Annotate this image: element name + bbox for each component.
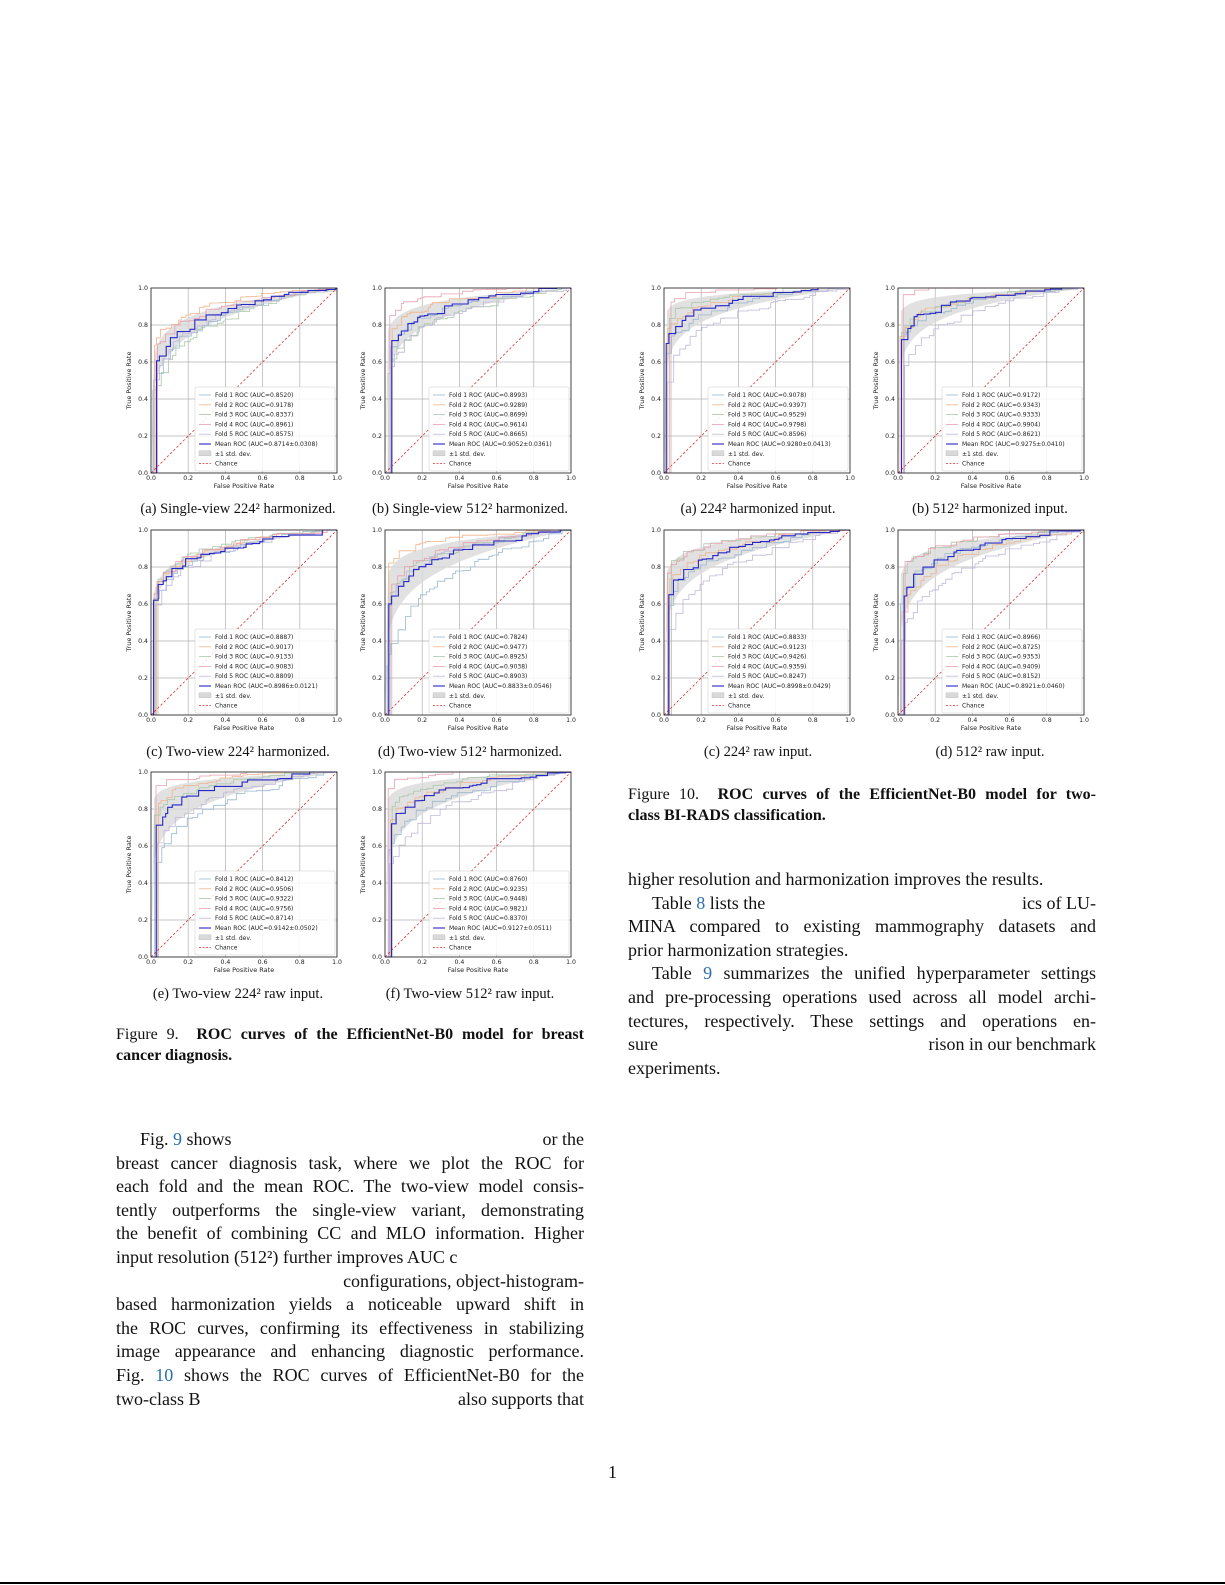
fig9-subcaption-d: (d) Two-view 512² harmonized. [377, 744, 563, 760]
fig9-ref-link[interactable]: 9 [173, 1129, 183, 1149]
svg-text:Chance: Chance [449, 702, 472, 710]
svg-text:1.0: 1.0 [138, 527, 148, 534]
svg-text:False Positive Rate: False Positive Rate [447, 482, 509, 490]
page-number: 1 [608, 1462, 617, 1482]
roc-chart [118, 282, 348, 507]
fig9-label: Figure 9. [116, 1026, 179, 1043]
svg-text:Fold 3 ROC (AUC=0.9529): Fold 3 ROC (AUC=0.9529) [728, 411, 807, 419]
svg-text:Chance: Chance [728, 460, 751, 468]
svg-text:0.2: 0.2 [183, 959, 194, 966]
svg-text:0.6: 0.6 [138, 843, 148, 850]
svg-text:Mean ROC (AUC=0.9275±0.0410): Mean ROC (AUC=0.9275±0.0410) [962, 441, 1065, 448]
svg-text:0.2: 0.2 [651, 675, 661, 682]
right-line-3: MINA compared to existing mammography datasets and [628, 916, 1096, 937]
svg-text:0.8: 0.8 [294, 717, 305, 724]
roc-chart [118, 524, 348, 749]
left-line-2: breast cancer diagnosis task, where we plot the ROC for [116, 1152, 584, 1173]
svg-text:Fold 5 ROC (AUC=0.8903): Fold 5 ROC (AUC=0.8903) [449, 673, 528, 681]
svg-text:0.2: 0.2 [885, 675, 895, 682]
svg-text:0.4: 0.4 [372, 880, 382, 887]
svg-text:Mean ROC (AUC=0.8833±0.0546): Mean ROC (AUC=0.8833±0.0546) [449, 683, 552, 690]
roc-chart [352, 524, 582, 749]
svg-text:0.6: 0.6 [257, 959, 268, 966]
svg-text:1.0: 1.0 [566, 475, 576, 482]
svg-text:Fold 4 ROC (AUC=0.9904): Fold 4 ROC (AUC=0.9904) [962, 421, 1041, 429]
svg-text:Fold 1 ROC (AUC=0.7824): Fold 1 ROC (AUC=0.7824) [449, 634, 528, 641]
svg-text:Fold 2 ROC (AUC=0.9123): Fold 2 ROC (AUC=0.9123) [728, 643, 807, 651]
svg-text:0.6: 0.6 [885, 601, 895, 608]
svg-text:0.0: 0.0 [138, 712, 148, 719]
svg-text:±1 std. dev.: ±1 std. dev. [215, 934, 252, 942]
left-line-12-pre: two-class B [116, 1388, 201, 1409]
svg-text:0.8: 0.8 [138, 564, 148, 571]
svg-text:1.0: 1.0 [651, 285, 661, 292]
svg-text:Fold 3 ROC (AUC=0.9448): Fold 3 ROC (AUC=0.9448) [449, 895, 528, 903]
right-line-6: and pre-processing operations used across all model archi- [628, 986, 1096, 1007]
svg-text:Mean ROC (AUC=0.8998±0.0429): Mean ROC (AUC=0.8998±0.0429) [728, 683, 831, 690]
svg-text:0.8: 0.8 [528, 475, 539, 482]
svg-text:1.0: 1.0 [1079, 717, 1089, 724]
svg-text:0.0: 0.0 [885, 712, 895, 719]
svg-text:0.2: 0.2 [930, 717, 941, 724]
svg-text:0.8: 0.8 [294, 959, 305, 966]
svg-text:±1 std. dev.: ±1 std. dev. [449, 692, 486, 700]
svg-text:±1 std. dev.: ±1 std. dev. [962, 450, 999, 458]
svg-text:Chance: Chance [962, 460, 985, 468]
roc-chart [352, 282, 582, 507]
svg-text:0.8: 0.8 [372, 806, 382, 813]
svg-text:Fold 4 ROC (AUC=0.8961): Fold 4 ROC (AUC=0.8961) [215, 421, 294, 429]
svg-text:0.2: 0.2 [651, 433, 661, 440]
svg-text:1.0: 1.0 [885, 527, 895, 534]
svg-text:True Positive Rate: True Positive Rate [359, 593, 367, 652]
svg-text:1.0: 1.0 [845, 717, 855, 724]
svg-text:Fold 3 ROC (AUC=0.8699): Fold 3 ROC (AUC=0.8699) [449, 411, 528, 419]
svg-text:1.0: 1.0 [138, 769, 148, 776]
fig10-ref-post: shows the ROC curves of EfficientNet-B0 for the [173, 1364, 584, 1385]
svg-text:True Positive Rate: True Positive Rate [125, 835, 133, 894]
svg-text:0.0: 0.0 [146, 959, 156, 966]
svg-text:±1 std. dev.: ±1 std. dev. [449, 450, 486, 458]
svg-text:±1 std. dev.: ±1 std. dev. [215, 450, 252, 458]
svg-text:±1 std. dev.: ±1 std. dev. [728, 450, 765, 458]
svg-text:0.0: 0.0 [372, 954, 382, 961]
svg-text:Fold 3 ROC (AUC=0.9322): Fold 3 ROC (AUC=0.9322) [215, 895, 294, 903]
roc-chart [865, 524, 1095, 749]
right-line-8-pre: sure [628, 1034, 658, 1055]
fig9-caption [116, 1024, 584, 1066]
left-line-12-tail: also supports that [458, 1388, 584, 1409]
svg-text:Fold 4 ROC (AUC=0.9614): Fold 4 ROC (AUC=0.9614) [449, 421, 528, 429]
svg-text:Fold 2 ROC (AUC=0.9017): Fold 2 ROC (AUC=0.9017) [215, 643, 294, 651]
fig10-title-line1: ROC curves of the EfficientNet-B0 model for two- [717, 786, 1096, 803]
svg-text:Chance: Chance [962, 702, 985, 710]
svg-text:Fold 2 ROC (AUC=0.9397): Fold 2 ROC (AUC=0.9397) [728, 401, 807, 409]
table8-post: lists the [705, 892, 766, 913]
svg-text:0.2: 0.2 [183, 717, 194, 724]
right-line-1: higher resolution and harmonization improves the results. [628, 869, 1044, 889]
svg-text:0.6: 0.6 [138, 601, 148, 608]
svg-text:0.6: 0.6 [885, 359, 895, 366]
svg-text:Fold 4 ROC (AUC=0.9359): Fold 4 ROC (AUC=0.9359) [728, 663, 807, 671]
svg-text:0.2: 0.2 [417, 475, 428, 482]
svg-text:False Positive Rate: False Positive Rate [726, 724, 788, 732]
svg-text:0.2: 0.2 [417, 717, 428, 724]
svg-text:0.6: 0.6 [257, 475, 268, 482]
svg-text:0.0: 0.0 [893, 717, 903, 724]
svg-text:0.6: 0.6 [491, 959, 502, 966]
svg-text:Fold 4 ROC (AUC=0.9756): Fold 4 ROC (AUC=0.9756) [215, 905, 294, 913]
svg-text:0.4: 0.4 [220, 717, 231, 724]
svg-text:Chance: Chance [449, 944, 472, 952]
svg-text:Fold 2 ROC (AUC=0.9289): Fold 2 ROC (AUC=0.9289) [449, 401, 528, 409]
svg-text:Fold 5 ROC (AUC=0.8809): Fold 5 ROC (AUC=0.8809) [215, 673, 294, 681]
svg-text:Fold 1 ROC (AUC=0.8412): Fold 1 ROC (AUC=0.8412) [215, 876, 294, 883]
fig10-label: Figure 10. [628, 786, 700, 803]
svg-text:0.2: 0.2 [696, 717, 707, 724]
svg-text:False Positive Rate: False Positive Rate [447, 966, 509, 974]
svg-text:±1 std. dev.: ±1 std. dev. [215, 692, 252, 700]
svg-text:1.0: 1.0 [845, 475, 855, 482]
svg-text:0.4: 0.4 [885, 638, 895, 645]
svg-text:Fold 2 ROC (AUC=0.9178): Fold 2 ROC (AUC=0.9178) [215, 401, 294, 409]
svg-text:Fold 2 ROC (AUC=0.9235): Fold 2 ROC (AUC=0.9235) [449, 885, 528, 893]
svg-text:Fold 5 ROC (AUC=0.8596): Fold 5 ROC (AUC=0.8596) [728, 431, 807, 439]
table9-ref-link[interactable]: 9 [703, 963, 713, 984]
svg-text:0.6: 0.6 [770, 717, 781, 724]
fig10-plot-d [865, 524, 1095, 749]
left-line-3: each fold and the mean ROC. The two-view model consis- [116, 1176, 584, 1197]
fig9-plot-d [352, 524, 582, 749]
svg-text:False Positive Rate: False Positive Rate [960, 482, 1022, 490]
svg-text:0.4: 0.4 [454, 475, 465, 482]
svg-text:0.6: 0.6 [770, 475, 781, 482]
svg-text:Chance: Chance [449, 460, 472, 468]
svg-text:±1 std. dev.: ±1 std. dev. [962, 692, 999, 700]
svg-text:Fold 4 ROC (AUC=0.9409): Fold 4 ROC (AUC=0.9409) [962, 663, 1041, 671]
svg-text:Fold 4 ROC (AUC=0.9083): Fold 4 ROC (AUC=0.9083) [215, 663, 294, 671]
left-line-1-tail: or the [542, 1129, 584, 1149]
svg-text:Fold 3 ROC (AUC=0.9133): Fold 3 ROC (AUC=0.9133) [215, 653, 294, 661]
svg-text:Fold 5 ROC (AUC=0.8575): Fold 5 ROC (AUC=0.8575) [215, 431, 294, 439]
svg-text:1.0: 1.0 [332, 717, 342, 724]
svg-text:0.8: 0.8 [294, 475, 305, 482]
svg-text:0.4: 0.4 [454, 959, 465, 966]
svg-text:False Positive Rate: False Positive Rate [213, 966, 275, 974]
fig10-subcaption-c: (c) 224² raw input. [703, 744, 813, 760]
fig9-subcaption-f: (f) Two-view 512² raw input. [385, 986, 555, 1002]
svg-text:0.2: 0.2 [372, 433, 382, 440]
svg-text:1.0: 1.0 [566, 959, 576, 966]
svg-text:Mean ROC (AUC=0.8921±0.0460): Mean ROC (AUC=0.8921±0.0460) [962, 683, 1065, 690]
svg-text:0.2: 0.2 [138, 917, 148, 924]
fig9-subcaption-e: (e) Two-view 224² raw input. [152, 986, 324, 1002]
fig9-subcaption-b: (b) Single-view 512² harmonized. [371, 501, 569, 517]
svg-text:1.0: 1.0 [566, 717, 576, 724]
svg-text:0.4: 0.4 [372, 638, 382, 645]
svg-text:0.2: 0.2 [138, 675, 148, 682]
svg-text:True Positive Rate: True Positive Rate [872, 351, 880, 410]
left-line-10: image appearance and enhancing diagnostic performance. [116, 1341, 584, 1362]
fig9-subcaption-a: (a) Single-view 224² harmonized. [140, 501, 336, 517]
svg-text:0.8: 0.8 [807, 717, 818, 724]
svg-text:0.4: 0.4 [967, 717, 978, 724]
svg-text:Fold 4 ROC (AUC=0.9821): Fold 4 ROC (AUC=0.9821) [449, 905, 528, 913]
svg-text:0.6: 0.6 [491, 475, 502, 482]
svg-text:0.6: 0.6 [372, 843, 382, 850]
roc-chart [352, 766, 582, 991]
svg-text:0.8: 0.8 [651, 564, 661, 571]
svg-text:Fold 3 ROC (AUC=0.9426): Fold 3 ROC (AUC=0.9426) [728, 653, 807, 661]
table9-post: summarizes the unified hyperparameter settings [712, 963, 1096, 984]
svg-text:Fold 2 ROC (AUC=0.9506): Fold 2 ROC (AUC=0.9506) [215, 885, 294, 893]
svg-text:Fold 5 ROC (AUC=0.8621): Fold 5 ROC (AUC=0.8621) [962, 431, 1041, 439]
svg-text:Mean ROC (AUC=0.9142±0.0502): Mean ROC (AUC=0.9142±0.0502) [215, 925, 318, 932]
right-line-7: tectures, respectively. These settings and operations en- [628, 1010, 1096, 1031]
svg-text:0.8: 0.8 [528, 959, 539, 966]
fig10-caption [628, 784, 1096, 826]
svg-text:0.2: 0.2 [696, 475, 707, 482]
fig10-title-line2: class BI-RADS classification. [628, 807, 826, 824]
fig9-plot-c [118, 524, 348, 749]
svg-text:0.8: 0.8 [885, 564, 895, 571]
svg-text:0.4: 0.4 [733, 475, 744, 482]
svg-text:0.6: 0.6 [1004, 475, 1015, 482]
left-line-8: based harmonization yields a noticeable upward shift in [116, 1294, 584, 1315]
svg-text:0.0: 0.0 [372, 712, 382, 719]
fig9-title-line2: cancer diagnosis. [116, 1047, 233, 1064]
svg-text:0.2: 0.2 [372, 917, 382, 924]
svg-text:Fold 5 ROC (AUC=0.8714): Fold 5 ROC (AUC=0.8714) [215, 915, 294, 923]
svg-text:1.0: 1.0 [372, 527, 382, 534]
svg-text:0.0: 0.0 [659, 475, 669, 482]
svg-text:0.4: 0.4 [138, 880, 148, 887]
svg-text:Fold 3 ROC (AUC=0.8925): Fold 3 ROC (AUC=0.8925) [449, 653, 528, 661]
svg-text:Fold 5 ROC (AUC=0.8665): Fold 5 ROC (AUC=0.8665) [449, 431, 528, 439]
svg-text:1.0: 1.0 [372, 769, 382, 776]
svg-text:True Positive Rate: True Positive Rate [125, 593, 133, 652]
svg-text:Fold 1 ROC (AUC=0.8887): Fold 1 ROC (AUC=0.8887) [215, 634, 294, 641]
svg-text:1.0: 1.0 [332, 959, 342, 966]
svg-text:True Positive Rate: True Positive Rate [125, 351, 133, 410]
svg-text:1.0: 1.0 [332, 475, 342, 482]
svg-text:0.0: 0.0 [651, 470, 661, 477]
fig9-plot-a [118, 282, 348, 507]
fig10-subcaption-a: (a) 224² harmonized input. [680, 501, 836, 517]
fig10-subcaption-d: (d) 512² raw input. [935, 744, 1045, 760]
fig9-ref-pre: Fig. [140, 1129, 174, 1149]
svg-text:Chance: Chance [215, 460, 238, 468]
svg-text:Chance: Chance [215, 944, 238, 952]
svg-text:1.0: 1.0 [651, 527, 661, 534]
svg-text:0.4: 0.4 [651, 638, 661, 645]
svg-text:False Positive Rate: False Positive Rate [447, 724, 509, 732]
svg-text:Mean ROC (AUC=0.8714±0.0308): Mean ROC (AUC=0.8714±0.0308) [215, 441, 318, 448]
svg-text:Fold 3 ROC (AUC=0.8337): Fold 3 ROC (AUC=0.8337) [215, 411, 294, 419]
fig10-ref-pre: Fig. [116, 1364, 156, 1385]
svg-text:0.6: 0.6 [651, 359, 661, 366]
svg-text:0.8: 0.8 [807, 475, 818, 482]
svg-text:0.6: 0.6 [257, 717, 268, 724]
svg-text:0.0: 0.0 [380, 717, 390, 724]
svg-text:Fold 5 ROC (AUC=0.8247): Fold 5 ROC (AUC=0.8247) [728, 673, 807, 681]
svg-text:0.2: 0.2 [930, 475, 941, 482]
svg-text:0.8: 0.8 [372, 322, 382, 329]
svg-text:Fold 3 ROC (AUC=0.9353): Fold 3 ROC (AUC=0.9353) [962, 653, 1041, 661]
fig9-plot-b [352, 282, 582, 507]
svg-text:False Positive Rate: False Positive Rate [726, 482, 788, 490]
svg-text:Fold 2 ROC (AUC=0.9343): Fold 2 ROC (AUC=0.9343) [962, 401, 1041, 409]
svg-text:0.4: 0.4 [967, 475, 978, 482]
svg-text:±1 std. dev.: ±1 std. dev. [449, 934, 486, 942]
svg-text:0.0: 0.0 [372, 470, 382, 477]
svg-text:True Positive Rate: True Positive Rate [359, 835, 367, 894]
svg-text:0.8: 0.8 [1041, 717, 1052, 724]
svg-text:Mean ROC (AUC=0.9280±0.0413): Mean ROC (AUC=0.9280±0.0413) [728, 441, 831, 448]
right-column-text [628, 868, 1096, 1080]
svg-text:Fold 3 ROC (AUC=0.9333): Fold 3 ROC (AUC=0.9333) [962, 411, 1041, 419]
fig10-ref-link[interactable]: 10 [155, 1364, 174, 1385]
svg-text:0.2: 0.2 [885, 433, 895, 440]
svg-text:False Positive Rate: False Positive Rate [960, 724, 1022, 732]
svg-text:0.8: 0.8 [528, 717, 539, 724]
svg-text:0.0: 0.0 [380, 959, 390, 966]
svg-text:True Positive Rate: True Positive Rate [359, 351, 367, 410]
fig10-subcaption-b: (b) 512² harmonized input. [912, 501, 1068, 517]
svg-text:Mean ROC (AUC=0.9127±0.0511): Mean ROC (AUC=0.9127±0.0511) [449, 925, 552, 932]
svg-text:0.8: 0.8 [651, 322, 661, 329]
table9-text: Table [652, 963, 704, 984]
roc-chart [631, 282, 861, 507]
left-line-4: tently outperforms the single-view variant, demonstrating [116, 1199, 584, 1220]
svg-text:0.8: 0.8 [138, 322, 148, 329]
table8-text: Table [652, 892, 697, 913]
table8-tail: ics of LU- [1022, 892, 1096, 913]
svg-text:0.0: 0.0 [146, 717, 156, 724]
svg-text:Fold 2 ROC (AUC=0.9477): Fold 2 ROC (AUC=0.9477) [449, 643, 528, 651]
fig9-plot-f [352, 766, 582, 991]
svg-text:False Positive Rate: False Positive Rate [213, 482, 275, 490]
svg-text:Mean ROC (AUC=0.9052±0.0361): Mean ROC (AUC=0.9052±0.0361) [449, 441, 552, 448]
svg-text:True Positive Rate: True Positive Rate [638, 351, 646, 410]
svg-text:Fold 1 ROC (AUC=0.8993): Fold 1 ROC (AUC=0.8993) [449, 392, 528, 399]
svg-text:0.0: 0.0 [651, 712, 661, 719]
svg-text:Fold 5 ROC (AUC=0.8152): Fold 5 ROC (AUC=0.8152) [962, 673, 1041, 681]
fig10-plot-a [631, 282, 861, 507]
fig9-title-line1: ROC curves of the EfficientNet-B0 model for breast [196, 1026, 584, 1043]
left-column-text [116, 1128, 584, 1411]
fig10-plot-b [865, 282, 1095, 507]
svg-text:0.4: 0.4 [220, 475, 231, 482]
roc-chart [865, 282, 1095, 507]
svg-text:0.0: 0.0 [659, 717, 669, 724]
svg-text:0.4: 0.4 [138, 396, 148, 403]
left-line-6: input resolution (512²) further improves AUC c [116, 1246, 458, 1267]
svg-text:Fold 1 ROC (AUC=0.9172): Fold 1 ROC (AUC=0.9172) [962, 392, 1041, 399]
svg-text:Fold 1 ROC (AUC=0.8760): Fold 1 ROC (AUC=0.8760) [449, 876, 528, 883]
svg-text:1.0: 1.0 [1079, 475, 1089, 482]
svg-text:1.0: 1.0 [885, 285, 895, 292]
svg-text:0.0: 0.0 [138, 954, 148, 961]
svg-text:0.2: 0.2 [138, 433, 148, 440]
fig9-ref-post: shows [182, 1129, 232, 1149]
svg-text:0.6: 0.6 [491, 717, 502, 724]
svg-text:0.4: 0.4 [220, 959, 231, 966]
svg-text:0.0: 0.0 [146, 475, 156, 482]
svg-text:0.4: 0.4 [651, 396, 661, 403]
svg-text:False Positive Rate: False Positive Rate [213, 724, 275, 732]
svg-text:Fold 4 ROC (AUC=0.9798): Fold 4 ROC (AUC=0.9798) [728, 421, 807, 429]
right-line-9: experiments. [628, 1057, 721, 1078]
left-line-5: the benefit of combining CC and MLO information. Higher [116, 1223, 584, 1244]
svg-text:0.8: 0.8 [138, 806, 148, 813]
svg-text:0.8: 0.8 [1041, 475, 1052, 482]
svg-text:0.8: 0.8 [885, 322, 895, 329]
bottom-rule [0, 1582, 1225, 1584]
svg-text:Chance: Chance [728, 702, 751, 710]
table8-ref-link[interactable]: 8 [696, 892, 706, 913]
roc-chart [118, 766, 348, 991]
svg-text:0.6: 0.6 [138, 359, 148, 366]
fig10-plot-c [631, 524, 861, 749]
fig9-subcaption-c: (c) Two-view 224² harmonized. [146, 744, 330, 760]
svg-text:0.6: 0.6 [651, 601, 661, 608]
svg-text:Chance: Chance [215, 702, 238, 710]
svg-text:0.2: 0.2 [417, 959, 428, 966]
svg-text:Fold 1 ROC (AUC=0.8520): Fold 1 ROC (AUC=0.8520) [215, 392, 294, 399]
right-line-8-tail: rison in our benchmark [928, 1034, 1096, 1055]
svg-text:0.4: 0.4 [138, 638, 148, 645]
left-line-9: the ROC curves, confirming its effectiveness in stabilizing [116, 1317, 584, 1338]
svg-text:0.4: 0.4 [733, 717, 744, 724]
right-line-4: prior harmonization strategies. [628, 939, 849, 960]
svg-text:±1 std. dev.: ±1 std. dev. [728, 692, 765, 700]
svg-text:Fold 1 ROC (AUC=0.8833): Fold 1 ROC (AUC=0.8833) [728, 634, 807, 641]
svg-text:0.6: 0.6 [372, 359, 382, 366]
svg-text:Mean ROC (AUC=0.8986±0.0121): Mean ROC (AUC=0.8986±0.0121) [215, 683, 318, 690]
svg-text:Fold 2 ROC (AUC=0.8725): Fold 2 ROC (AUC=0.8725) [962, 643, 1041, 651]
left-line-7: configurations, object-histogram- [343, 1270, 584, 1291]
svg-text:0.6: 0.6 [372, 601, 382, 608]
svg-text:1.0: 1.0 [372, 285, 382, 292]
svg-text:1.0: 1.0 [138, 285, 148, 292]
svg-text:0.6: 0.6 [1004, 717, 1015, 724]
roc-chart [631, 524, 861, 749]
svg-text:0.8: 0.8 [372, 564, 382, 571]
svg-text:0.2: 0.2 [372, 675, 382, 682]
svg-text:Fold 4 ROC (AUC=0.9038): Fold 4 ROC (AUC=0.9038) [449, 663, 528, 671]
svg-text:0.0: 0.0 [138, 470, 148, 477]
svg-text:True Positive Rate: True Positive Rate [638, 593, 646, 652]
svg-text:0.0: 0.0 [893, 475, 903, 482]
fig9-plot-e [118, 766, 348, 991]
svg-text:0.4: 0.4 [372, 396, 382, 403]
svg-text:0.0: 0.0 [380, 475, 390, 482]
svg-text:0.0: 0.0 [885, 470, 895, 477]
svg-text:True Positive Rate: True Positive Rate [872, 593, 880, 652]
svg-text:0.2: 0.2 [183, 475, 194, 482]
svg-text:Fold 1 ROC (AUC=0.8966): Fold 1 ROC (AUC=0.8966) [962, 634, 1041, 641]
svg-text:0.4: 0.4 [454, 717, 465, 724]
svg-text:Fold 1 ROC (AUC=0.9078): Fold 1 ROC (AUC=0.9078) [728, 392, 807, 399]
svg-text:Fold 5 ROC (AUC=0.8370): Fold 5 ROC (AUC=0.8370) [449, 915, 528, 923]
svg-text:0.4: 0.4 [885, 396, 895, 403]
